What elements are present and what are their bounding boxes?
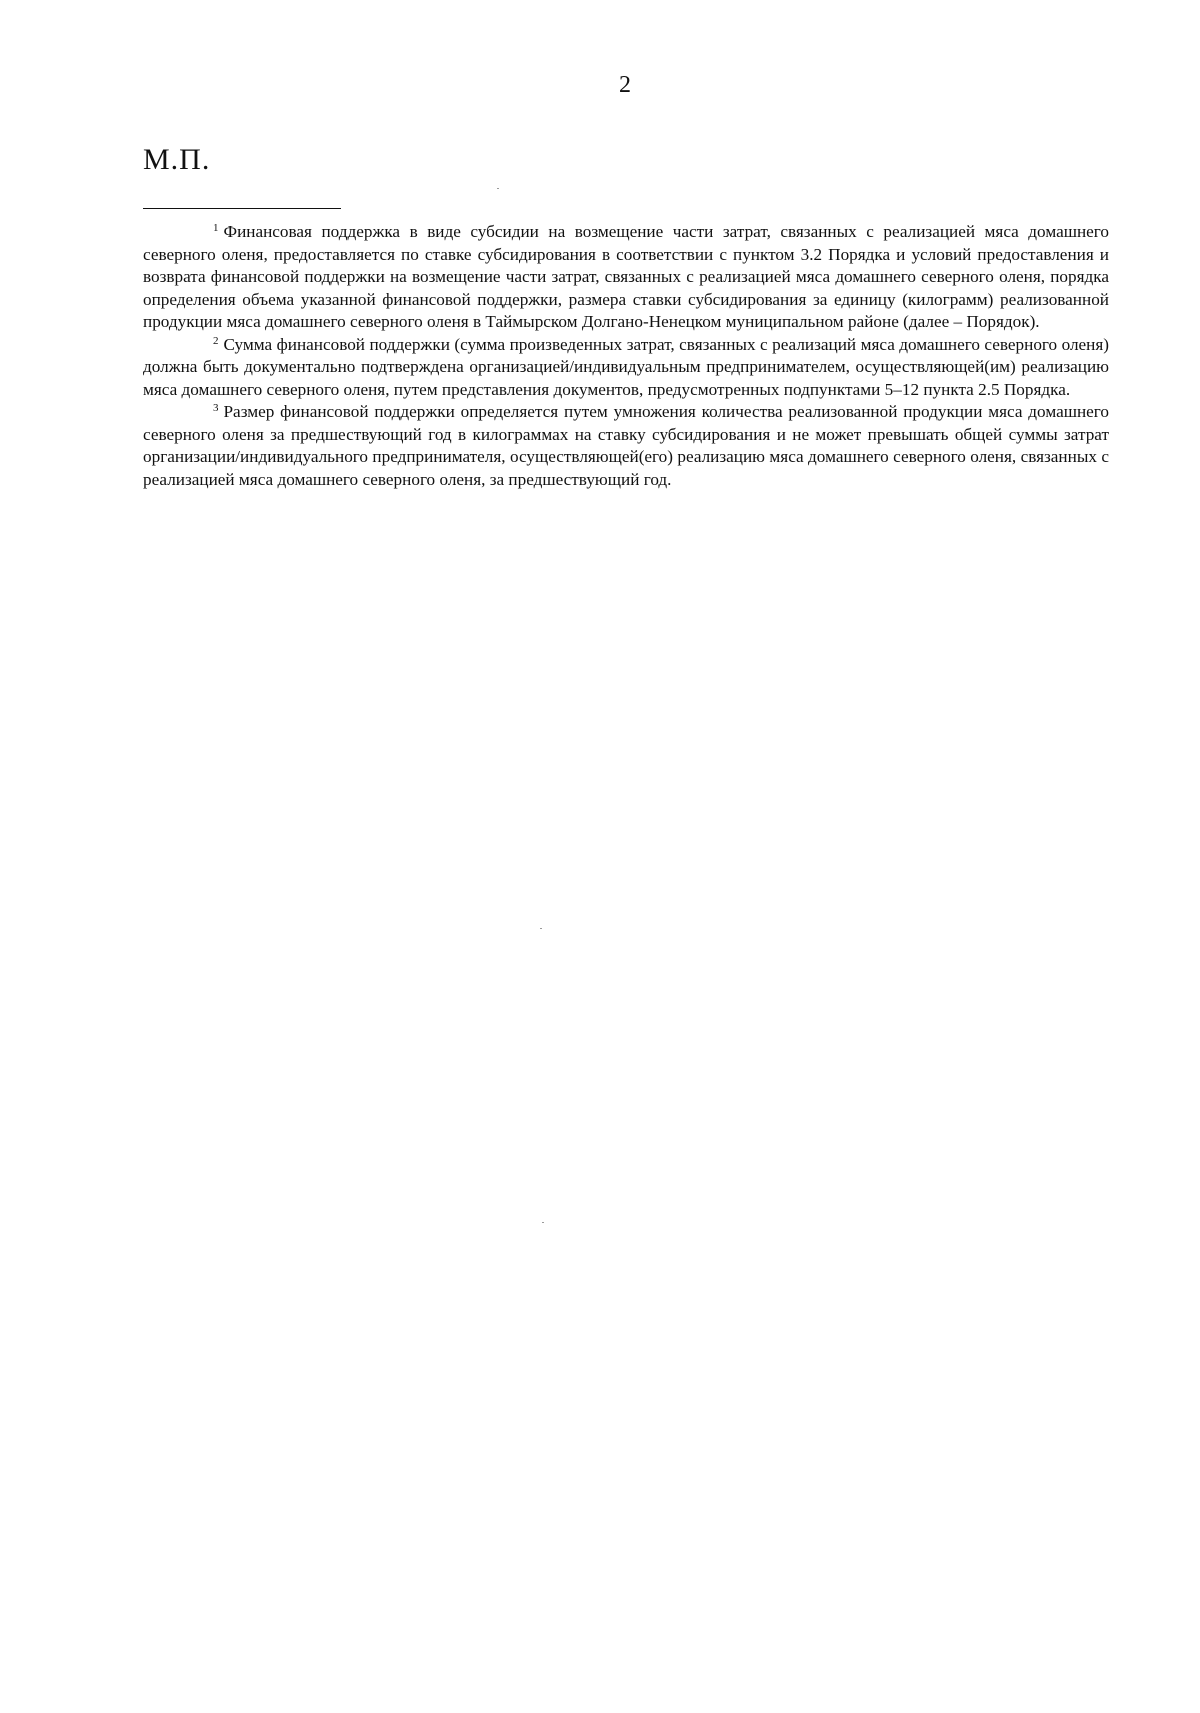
footnote-mark-2: 2 bbox=[213, 334, 219, 347]
footnotes bbox=[143, 221, 1109, 491]
footnote-2 bbox=[143, 334, 1109, 402]
footnote-separator bbox=[143, 208, 341, 209]
stamp-placeholder-label: М.П. bbox=[143, 143, 211, 176]
footnote-text-2: Сумма финансовой поддержки (сумма произведенных затрат, связанных с реализаций мяса домашнего северного оленя) должна быть документально подтверждена организацией/индивидуальным предпринимателем, осуществляющей(им) реализацию мяса домашнего северного оленя, путем представления документов, предусмотренных подпунктами 5–12 пункта 2.5 Порядка. bbox=[143, 334, 1109, 399]
footnote-mark-1: 1 bbox=[213, 222, 219, 234]
footnote-1 bbox=[143, 221, 1109, 334]
footnote-3 bbox=[143, 401, 1109, 491]
scan-speck bbox=[540, 928, 542, 929]
scan-speck bbox=[542, 1222, 544, 1223]
footnote-text-1: Финансовая поддержка в виде субсидии на возмещение части затрат, связанных с реализацией мяса домашнего северного оленя, предоставляется по ставке субсидирования в соответствии с пунктом 3.2 Порядка и условий предоставления и возврата финансовой поддержки на возмещение части затрат, связанных с реализацией мяса домашнего северного оленя, порядка определения объема указанной финансовой поддержки, размера ставки субсидирования за единицу (килограмм) реализованной продукции мяса домашнего северного оленя в Таймырском Долгано-Ненецком муниципальном районе (далее – Порядок). bbox=[143, 222, 1109, 331]
footnote-text-3: Размер финансовой поддержки определяется путем умножения количества реализованной продукции мяса домашнего северного оленя за предшествующий год в килограммах на ставку субсидирования и не может превышать общей суммы затрат организации/индивидуального предпринимателя, осуществляющей(его) реализацию мяса домашнего северного оленя, связанных с реализацией мяса домашнего северного оленя, за предшествующий год. bbox=[143, 402, 1109, 489]
footnote-mark-3: 3 bbox=[213, 402, 219, 414]
scan-speck bbox=[497, 188, 499, 189]
page-number: 2 bbox=[619, 72, 631, 98]
